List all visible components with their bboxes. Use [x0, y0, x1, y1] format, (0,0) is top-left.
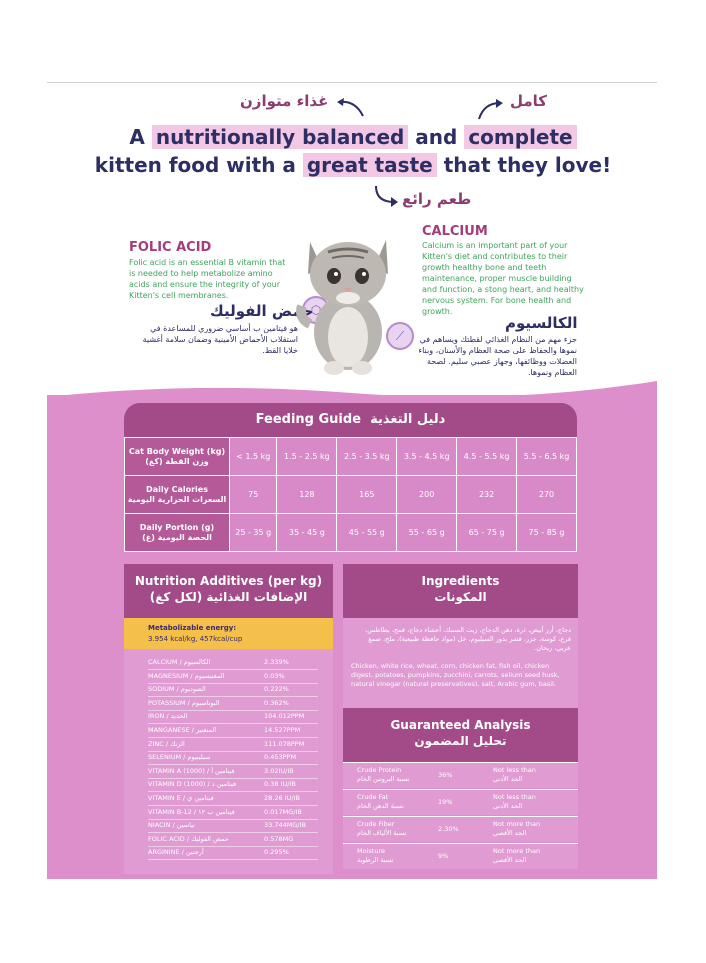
- feeding-table: [124, 437, 577, 552]
- table-row: Daily Portion (g) الحصة اليومية (غ) 25 - 35 g 35 - 45 g 45 - 55 g 55 - 65 g 65 - 75 g 75 - 85 g: [125, 514, 577, 552]
- top-divider: [47, 82, 657, 83]
- analysis-value: 36%: [438, 771, 453, 779]
- headline-line-1: A nutritionally balanced and complete: [40, 125, 666, 149]
- table-row: Cat Body Weight (kg) وزن القطة (كغ) < 1.5 kg 1.5 - 2.5 kg 2.5 - 3.5 kg 3.5 - 4.5 kg 4.5 - 5.5 kg 5.5 - 6.5 kg: [125, 438, 577, 476]
- ingredients-header: Ingredients المكونات: [343, 564, 578, 618]
- feeding-guide: [124, 403, 577, 553]
- metabolizable-energy: Metabolizable energy: 3.954 kcal/kg, 457kcal/cup: [124, 618, 333, 649]
- table-row: Daily Calories السعرات الحرارية اليومية 75 128 165 200 232 270: [125, 476, 577, 514]
- additive-value: 0.017MG/IB: [264, 807, 302, 816]
- feeding-guide-header: Feeding Guide دليل التغذية: [124, 403, 577, 437]
- analysis-name: Crude Protein: [357, 766, 402, 774]
- analysis-name-ar: نسبة الرطوبة: [357, 856, 394, 864]
- analysis-name-ar: نسبة الدهن الخام: [357, 802, 404, 810]
- arrow-icon: [476, 97, 506, 128]
- list-item: [124, 656, 333, 669]
- calcium-title-ar: الكالسيوم: [505, 314, 578, 332]
- additive-name: NIACIN / نياسين: [148, 821, 195, 830]
- list-item: [124, 833, 333, 846]
- nutrition-additives-header: Nutrition Additives (per kg) الإضافات الغذائية (لكل كغ): [124, 564, 333, 618]
- analysis-limit-ar: الحد الأدنى: [493, 775, 523, 783]
- folic-molecule-icon: ⬡: [302, 296, 330, 324]
- analysis-value: 2.30%: [438, 825, 459, 833]
- folic-title: FOLIC ACID: [129, 240, 212, 255]
- additive-value: 3.02IU/IB: [264, 766, 294, 775]
- tag-balanced-ar: غذاء متوازن: [240, 92, 329, 110]
- list-item: [124, 738, 333, 751]
- table-row: [343, 762, 578, 788]
- list-item: [124, 710, 333, 723]
- list-item: [124, 724, 333, 737]
- additive-value: 14.527PPM: [264, 726, 301, 734]
- ingredients-panel: [343, 564, 578, 874]
- table-row: [343, 816, 578, 842]
- list-item: [124, 697, 333, 710]
- folic-text: Folic acid is an essential B vitamin that is needed to help metabolize amino acids and ensure the integrity of your Kitten's cell membranes.: [129, 258, 286, 300]
- additive-name: VITAMIN A (1000) / فيتامين أ: [148, 766, 235, 775]
- analysis-limit-ar: الحد الأقصى: [493, 829, 527, 837]
- analysis-limit-ar: الحد الأقصى: [493, 856, 527, 864]
- analysis-name-ar: نسبة البروتين الخام: [357, 775, 410, 783]
- calcium-text: Calcium is an important part of your Kitten's diet and contributes to their growth healthy bone and teeth maintenance, proper muscle building and function, a stong heart, and healthy nervous system. For bone health and growth.: [422, 241, 584, 316]
- analysis-limit: Not less than: [493, 766, 536, 774]
- tag-taste-ar: طعم رائع: [402, 190, 472, 208]
- row-divider: [148, 859, 318, 860]
- analysis-name-ar: نسبة الألياف الخام: [357, 829, 407, 837]
- headline-line-2: kitten food with a great taste that they love!: [94, 153, 612, 177]
- additive-name: IRON / الحديد: [148, 712, 188, 721]
- additive-name: POTASSIUM / البوتاسيوم: [148, 698, 220, 707]
- additive-name: MAGNESIUM / المغنيسيوم: [148, 671, 225, 680]
- analysis-name: Crude Fat: [357, 793, 389, 801]
- analysis-value: 9%: [438, 852, 449, 860]
- arrow-icon: [372, 184, 402, 215]
- kitten-image: [288, 222, 406, 380]
- additive-value: 0.222%: [264, 685, 289, 694]
- additive-name: FOLIC ACID / حمض الفوليك: [148, 834, 229, 843]
- list-item: [124, 683, 333, 696]
- additive-value: 2.339%: [264, 658, 289, 666]
- additive-name: SODIUM / الصوديوم: [148, 685, 206, 694]
- additive-name: MANGANESE / المنغنيز: [148, 726, 217, 734]
- analysis-name: Crude Fiber: [357, 820, 395, 828]
- additive-value: 111.078PPM: [264, 739, 305, 748]
- additive-name: VITAMIN D (1000) / فيتامين د: [148, 780, 237, 789]
- list-item: [124, 792, 333, 805]
- calcium-title: CALCIUM: [422, 224, 488, 239]
- analysis-value: 19%: [438, 798, 453, 806]
- analysis-limit: Not more than: [493, 820, 541, 828]
- additive-name: CALCIUM / الكالسيوم: [148, 658, 211, 666]
- list-item: [124, 765, 333, 778]
- additive-value: 0.295%: [264, 848, 289, 857]
- list-item: [124, 670, 333, 683]
- additive-value: 0.362%: [264, 698, 289, 707]
- nutrition-additives-panel: [124, 564, 333, 874]
- additive-value: 0.578MG: [264, 834, 294, 843]
- analysis-limit: Not less than: [493, 793, 536, 801]
- list-item: [124, 778, 333, 791]
- additive-value: 104.012PPM: [264, 712, 305, 721]
- folic-text-ar: هو فيتامين ب أساسي ضروري للمساعدة في استقلاب الأحماض الأمينية وضمان سلامة أغشية خلايا القط.: [142, 324, 298, 355]
- analysis-limit-ar: الحد الأدنى: [493, 802, 523, 810]
- list-item: [124, 846, 333, 859]
- analysis-limit: Not more than: [493, 847, 541, 855]
- guaranteed-analysis-header: Guaranteed Analysis تحليل المضمون: [343, 708, 578, 762]
- additive-name: VITAMIN E / فيتامين ي: [148, 794, 214, 802]
- additive-value: 0.453PPM: [264, 753, 297, 762]
- ingredients-body: دجاج، أرز أبيض، ذرة، دهن الدجاج، زيت السمك، أحشاء دجاج، قمح، بطاطس، قرع، كوسة، جزر، قشر بذور السيليوم، خل (مواد حافظة طبيعية)، ملح، صمغ عربي، ريحان. Chicken, white rice, wheat, corn, chicken fat, fish oil, chicken digest, potatoes, pumpkins, zucchini, carrots, selium seed husk, natural vinegar (natural preservatives), salt, Arabic gum, basil.: [343, 618, 578, 708]
- calcium-text-ar: جزء مهم من النظام الغذائي لقطتك ويساهم في نموها والحفاظ على صحة العظام والأسنان، وبناء العضلات ووظائفها، وجهاز عصبي سليم. لصحة العظام ونموها.: [418, 335, 577, 377]
- additive-value: 0.38 IU/IB: [264, 780, 296, 789]
- list-item: [124, 806, 333, 819]
- tag-complete-ar: كامل: [510, 92, 548, 110]
- table-row: [343, 843, 578, 869]
- table-row: [343, 789, 578, 815]
- additive-value: 28.26 IU/IB: [264, 794, 300, 802]
- additive-name: VITAMIN B-12 / فيتامين ب ١٢: [148, 807, 235, 816]
- analysis-name: Moisture: [357, 847, 385, 855]
- additive-value: 0.03%: [264, 671, 285, 680]
- folic-title-ar: حمض الفوليك: [210, 302, 314, 320]
- calcium-bone-icon: ⟋: [386, 322, 414, 350]
- additive-name: ZINC / الزنك: [148, 739, 185, 748]
- additive-name: SELENIUM / سيلينيوم: [148, 753, 211, 762]
- list-item: [124, 819, 333, 832]
- additive-value: 33.744MG/IB: [264, 821, 306, 830]
- arrow-icon: [335, 96, 365, 125]
- additive-name: ARGININE / أرجنين: [148, 848, 204, 857]
- list-item: [124, 751, 333, 764]
